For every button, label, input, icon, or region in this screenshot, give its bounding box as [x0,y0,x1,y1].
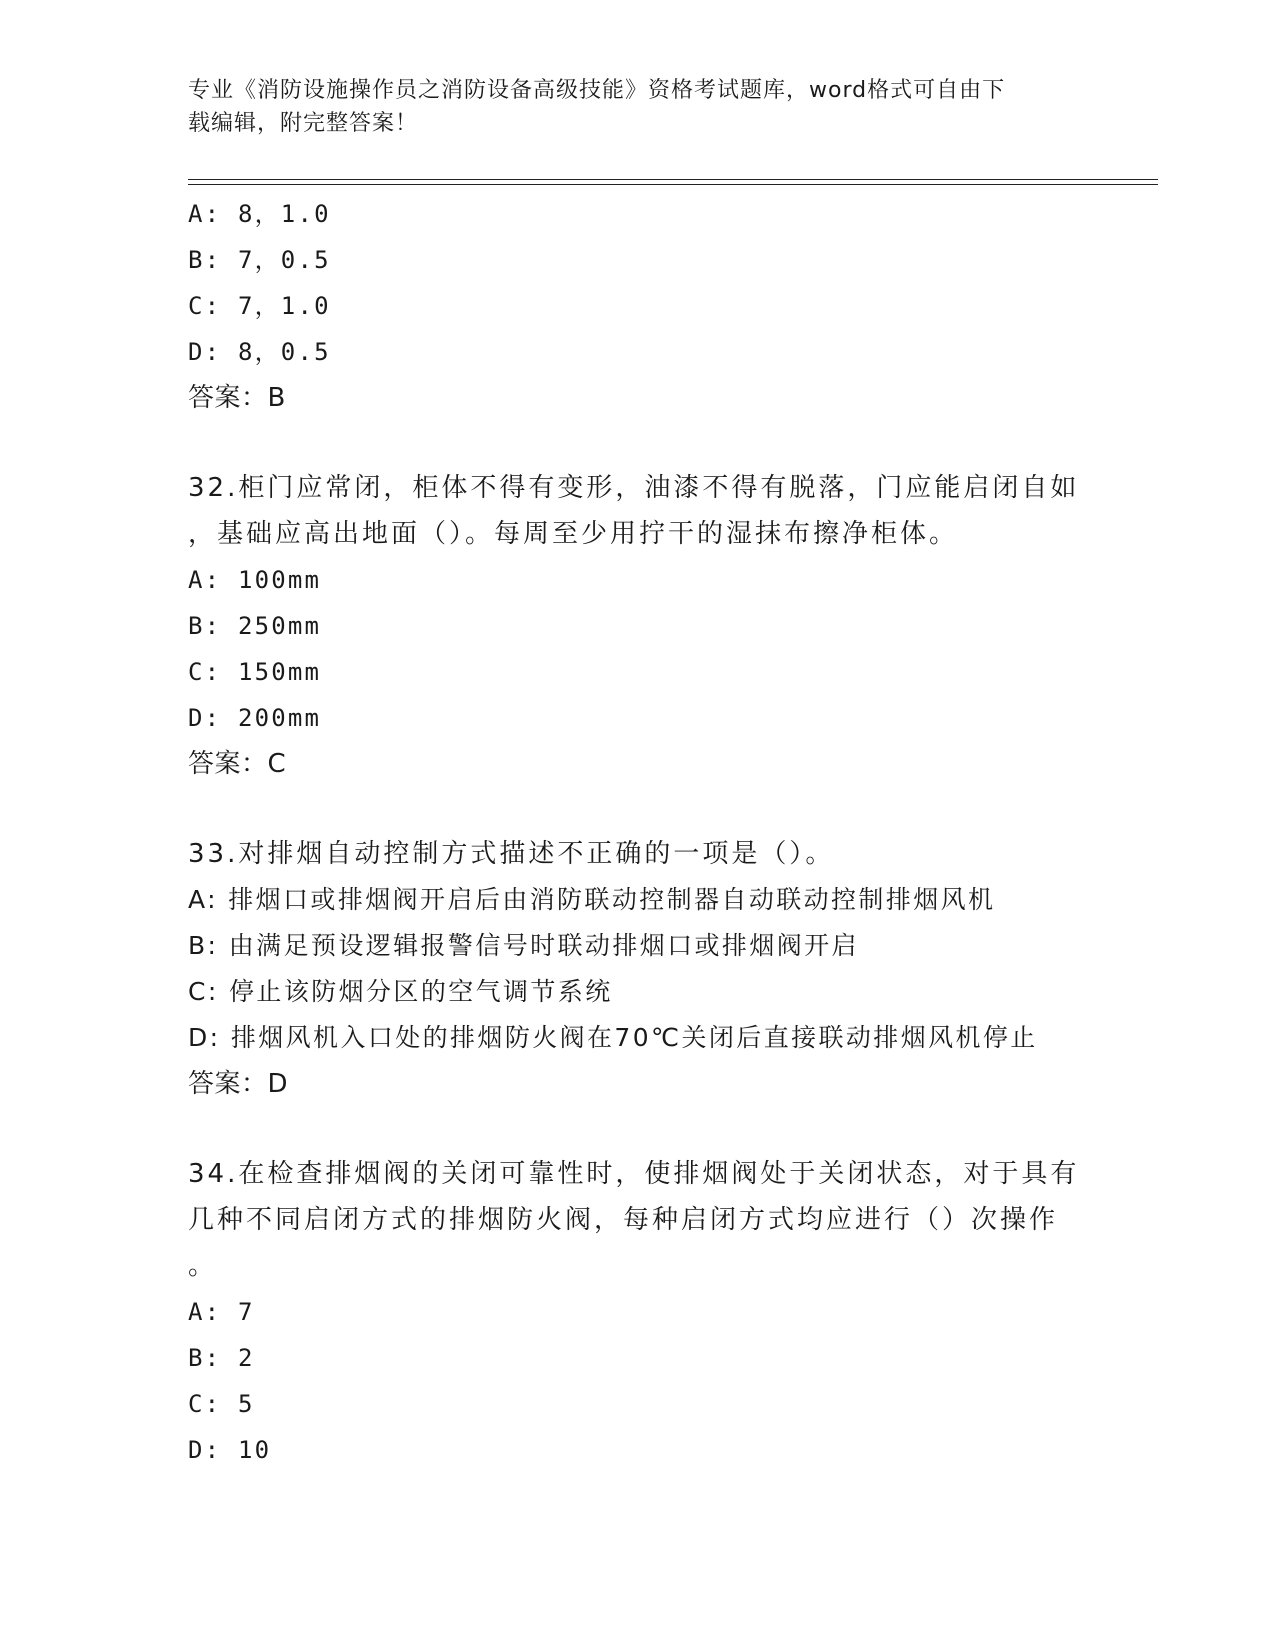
answer: 答案：D [188,1069,289,1099]
question-31 [188,191,1188,421]
header-divider-top [188,179,1158,180]
option-a: A: 100mm [188,566,322,594]
question-34 [188,1151,1188,1473]
header-line-2: 载编辑，附完整答案！ [188,111,419,136]
question-stem-line-2: ，基础应高出地面（）。每周至少用拧干的湿抹布擦净柜体。 [188,519,959,549]
option-c: C: 7，1.0 [188,292,331,320]
question-stem-line-1: 32.柜门应常闭，柜体不得有变形，油漆不得有脱落，门应能启闭自如 [188,473,1080,503]
option-b: B: 由满足预设逻辑报警信号时联动排烟口或排烟阀开启 [188,931,859,960]
option-d: D: 10 [188,1436,272,1464]
option-c: C: 停止该防烟分区的空气调节系统 [188,977,613,1006]
option-b: B: 7，0.5 [188,246,331,274]
header-divider-bottom [188,184,1158,185]
question-stem-line-2: 几种不同启闭方式的排烟防火阀，每种启闭方式均应进行（）次操作 [188,1205,1059,1235]
question-stem-line-1: 34.在检查排烟阀的关闭可靠性时，使排烟阀处于关闭状态，对于具有 [188,1159,1080,1189]
question-33 [188,831,1188,1107]
option-d: D: 200mm [188,704,322,732]
question-list [188,191,1188,1473]
option-c: C: 150mm [188,658,322,686]
option-d: D: 8，0.5 [188,338,331,366]
question-stem-line-1: 33.对排烟自动控制方式描述不正确的一项是（）。 [188,839,835,869]
option-a: A: 8，1.0 [188,200,331,228]
option-b: B: 250mm [188,612,322,640]
option-a: A: 排烟口或排烟阀开启后由消防联动控制器自动联动控制排烟风机 [188,885,996,914]
option-c: C: 5 [188,1390,255,1418]
question-32 [188,465,1188,787]
document-header [188,74,1068,140]
option-a: A: 7 [188,1298,255,1326]
answer: 答案：B [188,383,286,413]
answer: 答案：C [188,749,287,779]
header-line-1: 专业《消防设施操作员之消防设备高级技能》资格考试题库，word格式可自由下 [188,78,1006,103]
question-stem-line-3: 。 [188,1251,218,1281]
option-d: D: 排烟风机入口处的排烟防火阀在70℃关闭后直接联动排烟风机停止 [188,1023,1038,1052]
option-b: B: 2 [188,1344,255,1372]
